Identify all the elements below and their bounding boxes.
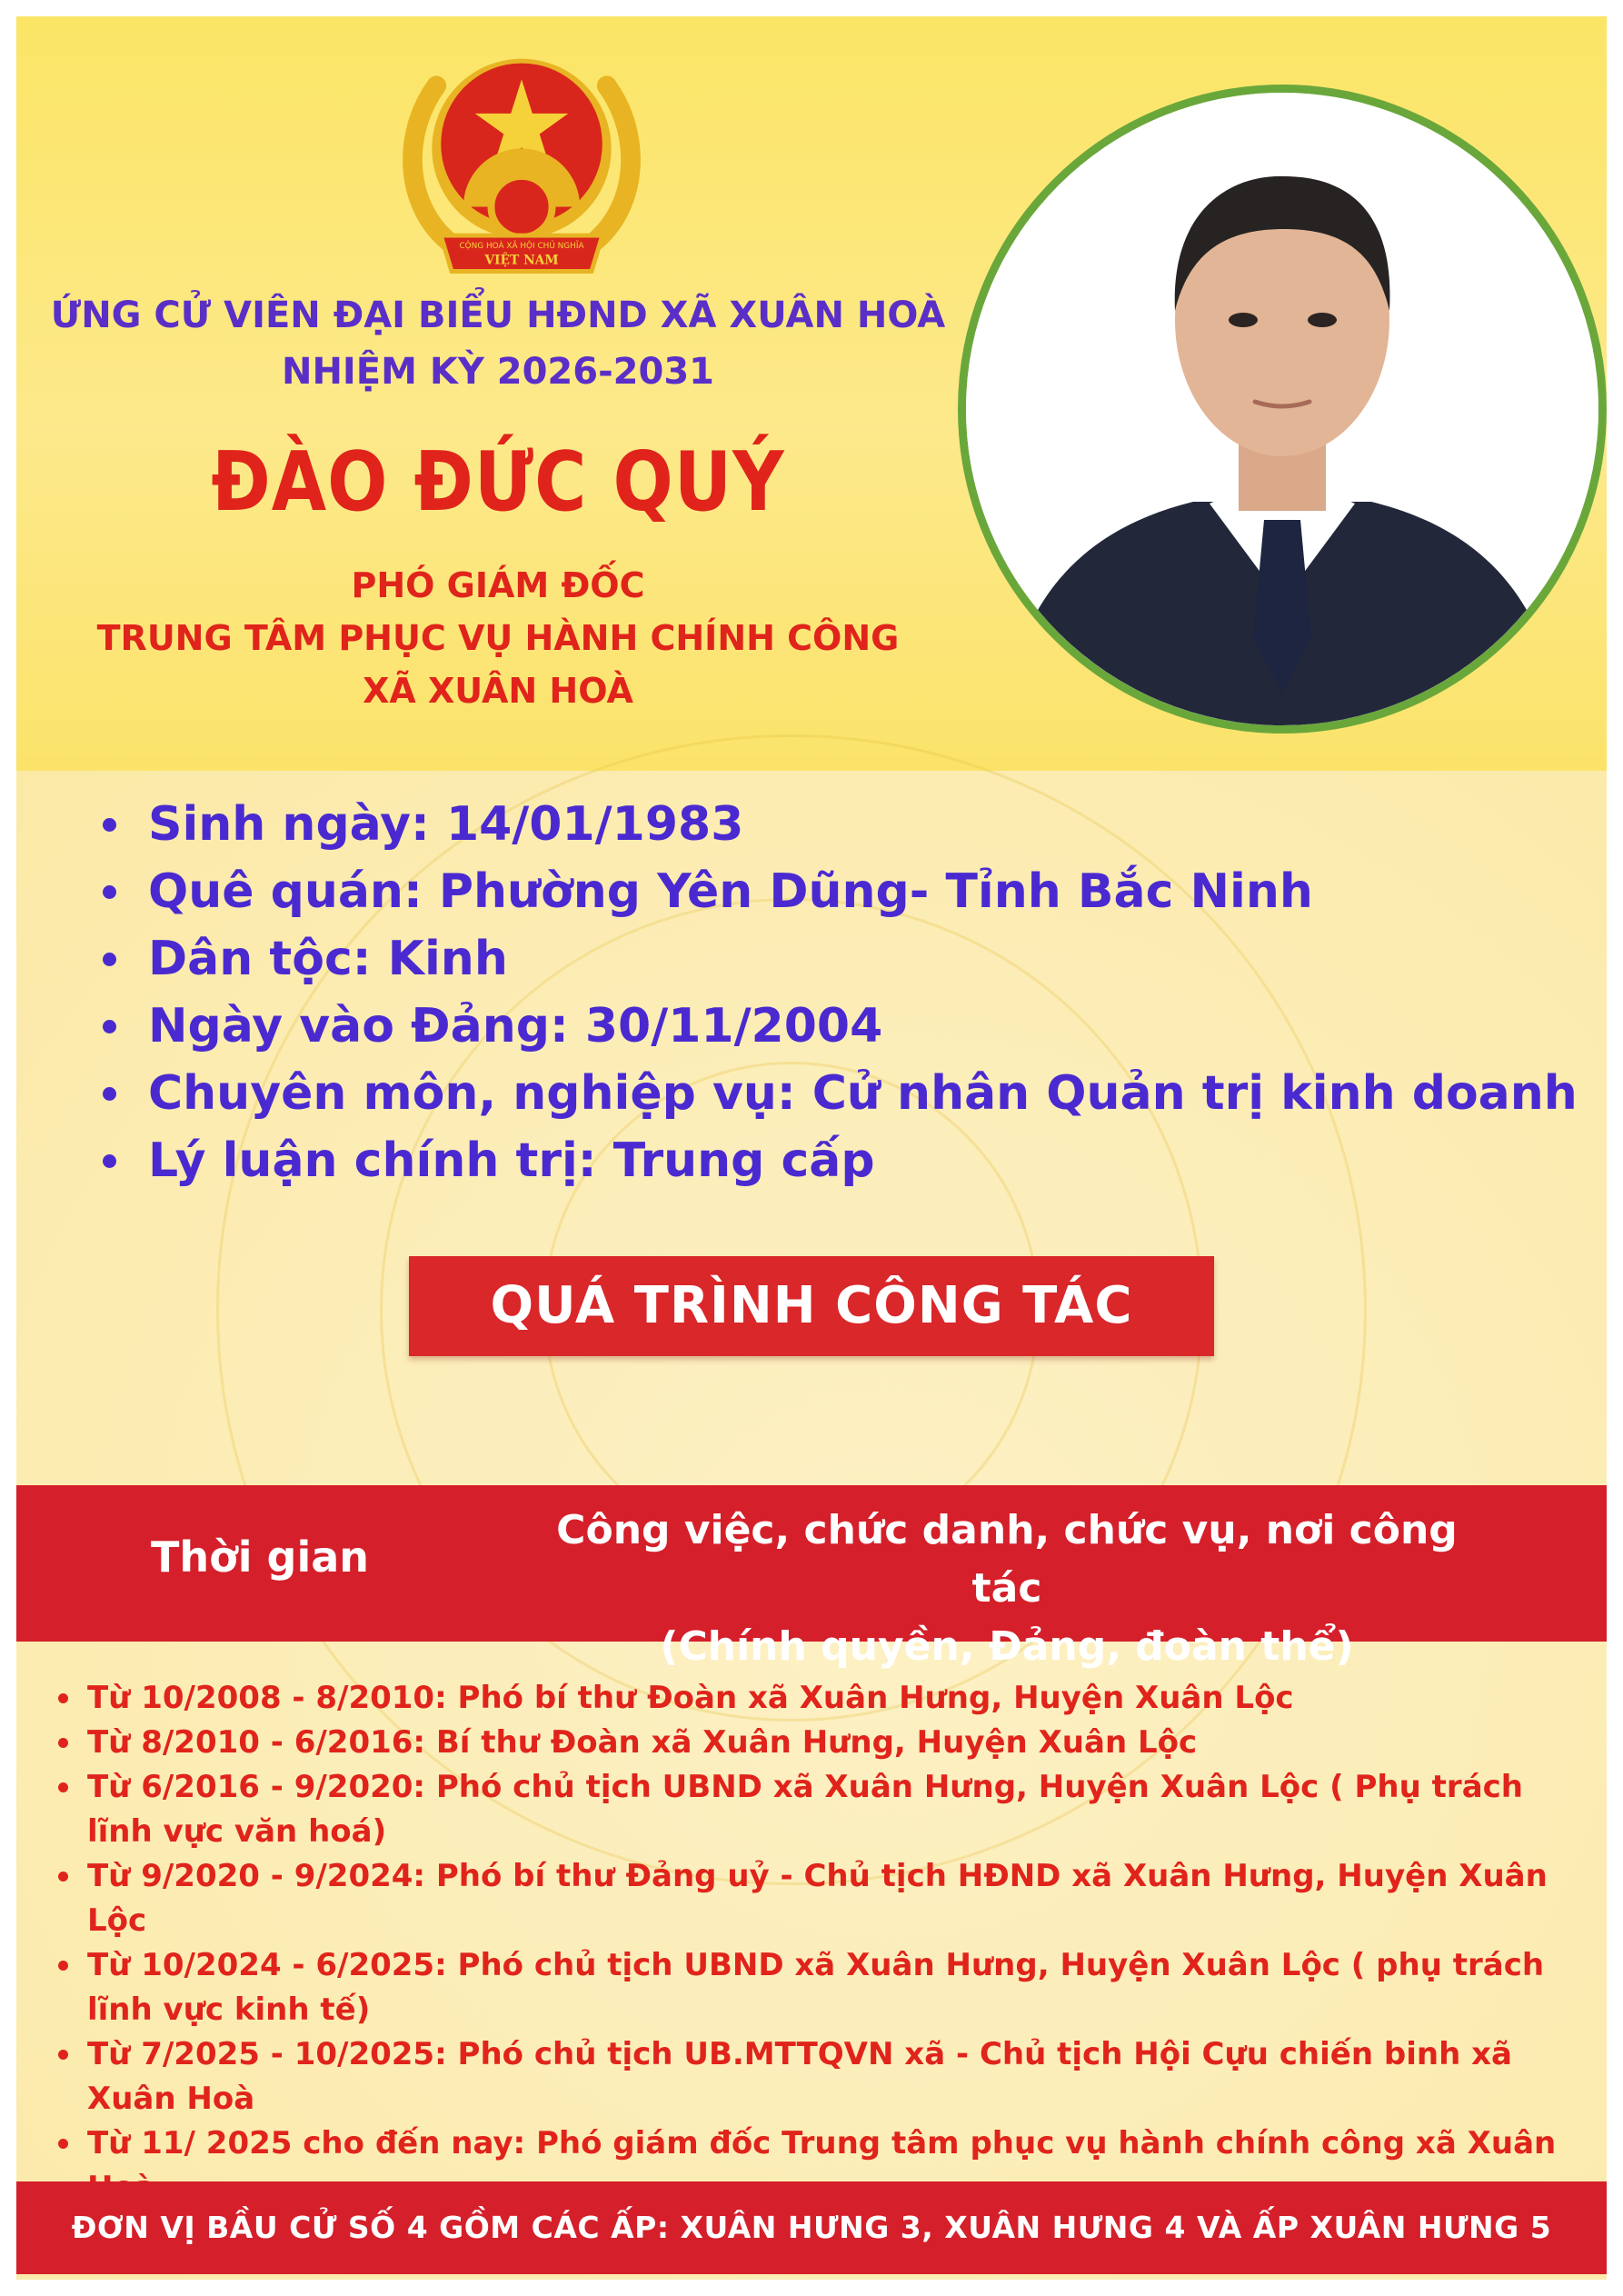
info-political-theory: Lý luận chính trị: Trung cấp: [103, 1127, 1578, 1194]
electoral-unit-footer: ĐƠN VỊ BẦU CỬ SỐ 4 GỒM CÁC ẤP: XUÂN HƯNG 3, XUÂN HƯNG 4 VÀ ẤP XUÂN HƯNG 5: [16, 2181, 1607, 2274]
history-item: Từ 10/2008 - 8/2010: Phó bí thư Đoàn xã Xuân Hưng, Huyện Xuân Lộc: [53, 1676, 1579, 1721]
history-item: Từ 9/2020 - 9/2024: Phó bí thư Đảng uỷ - Chủ tịch HĐND xã Xuân Hưng, Huyện Xuân Lộc: [53, 1854, 1579, 1943]
emblem-ribbon-text: VIỆT NAM: [484, 253, 559, 268]
header-title: ỨNG CỬ VIÊN ĐẠI BIỂU HĐND XÃ XUÂN HOÀ: [50, 294, 946, 336]
column-header-role: [525, 1502, 1489, 1676]
info-profession: Chuyên môn, nghiệp vụ: Cử nhân Quản trị kinh doanh: [103, 1060, 1578, 1127]
history-item: Từ 10/2024 - 6/2025: Phó chủ tịch UBND xã Xuân Hưng, Huyện Xuân Lộc ( phụ trách lĩnh vực kinh tế): [53, 1943, 1579, 2032]
info-hometown: Quê quán: Phường Yên Dũng- Tỉnh Bắc Ninh: [103, 858, 1578, 925]
info-ethnicity: Dân tộc: Kinh: [103, 925, 1578, 993]
history-item: Từ 7/2025 - 10/2025: Phó chủ tịch UB.MTTQVN xã - Chủ tịch Hội Cựu chiến binh xã Xuân Hoà: [53, 2032, 1579, 2121]
header-term: NHIỆM KỲ 2026-2031: [281, 351, 715, 393]
column-header-role-line-1: Công việc, chức danh, chức vụ, nơi công tác: [556, 1507, 1458, 1612]
candidate-position-line-2: TRUNG TÂM PHỤC VỤ HÀNH CHÍNH CÔNG: [96, 618, 900, 658]
election-poster: [16, 16, 1607, 2280]
candidate-position-line-1: PHÓ GIÁM ĐỐC: [351, 565, 645, 605]
state-emblem-icon: [387, 36, 656, 305]
column-header-time: Thời gian: [151, 1532, 369, 1582]
info-party-join-date: Ngày vào Đảng: 30/11/2004: [103, 993, 1578, 1060]
work-history-table-header: [16, 1485, 1607, 1670]
history-item: Từ 11/ 2025 cho đến nay: Phó giám đốc Trung tâm phục vụ hành chính công xã Xuân: [53, 2121, 1579, 2211]
history-item: Từ 8/2010 - 6/2016: Bí thư Đoàn xã Xuân Hưng, Huyện Xuân Lộc: [53, 1721, 1579, 1765]
portrait-image: [966, 93, 1598, 725]
personal-info-list: [103, 791, 1578, 1194]
section-title-banner: QUÁ TRÌNH CÔNG TÁC: [409, 1256, 1214, 1356]
candidate-photo: [958, 85, 1607, 734]
candidate-position-line-3: XÃ XUÂN HOÀ: [363, 671, 633, 711]
history-item: Từ 6/2016 - 9/2020: Phó chủ tịch UBND xã Xuân Hưng, Huyện Xuân Lộc ( Phụ trách lĩnh vực văn hoá): [53, 1765, 1579, 1854]
info-birth-date: Sinh ngày: 14/01/1983: [103, 791, 1578, 858]
emblem-ribbon-small-text: CỘNG HOÀ XÃ HỘI CHỦ NGHĨA: [459, 241, 584, 251]
candidate-name: ĐÀO ĐỨC QUÝ: [211, 435, 785, 530]
work-history-list: [53, 1676, 1579, 2211]
column-header-role-line-2: (Chính quyền, Đảng, đoàn thể): [660, 1623, 1354, 1670]
